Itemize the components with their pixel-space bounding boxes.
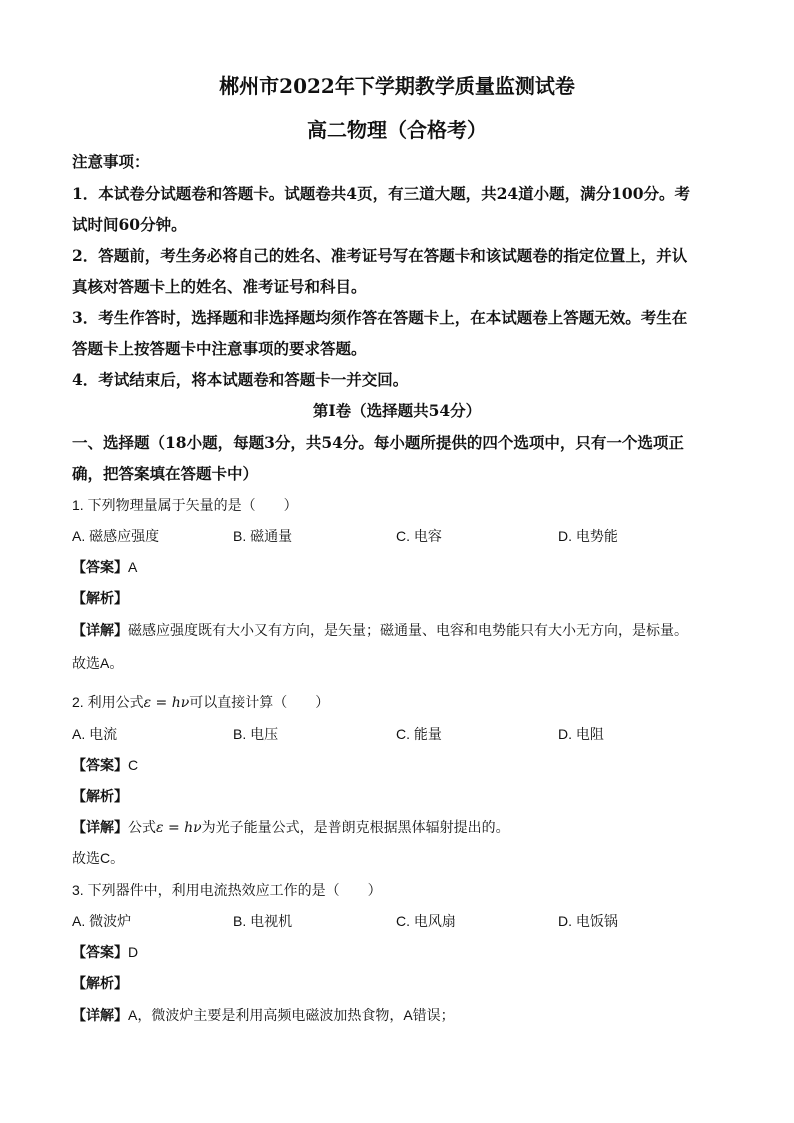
detail-tag: 【详解】: [72, 1007, 128, 1023]
section-intro-line: 一、选择题（18小题，每题3分，共54分。每小题所提供的四个选项中，只有一个选项正: [72, 433, 684, 452]
exam-subtitle: 高二物理（合格考）: [307, 118, 487, 142]
question-1-detail: [72, 620, 688, 640]
stem-after: 可以直接计算（ ）: [189, 694, 330, 710]
question-1-stem: 1. 下列物理量属于矢量的是（ ）: [72, 497, 298, 513]
answer-value: A: [128, 559, 138, 575]
question-3-option-b: B. 电视机: [233, 913, 293, 929]
detail-tag: 【详解】: [72, 819, 128, 835]
question-2-detail: [72, 817, 510, 837]
notice-line: 真核对答题卡上的姓名、准考证号和科目。: [72, 277, 367, 296]
question-1-answer: [72, 557, 137, 577]
question-2-option-a: A. 电流: [72, 726, 118, 742]
notice-heading: 注意事项：: [72, 152, 150, 171]
notice-line: 3．考生作答时，选择题和非选择题均须作答在答题卡上，在本试题卷上答题无效。考生在: [72, 308, 688, 327]
question-3-stem: 3. 下列器件中，利用电流热效应工作的是（ ）: [72, 882, 382, 898]
detail-tag: 【详解】: [72, 622, 128, 638]
section-heading: 第Ⅰ卷（选择题共54分）: [312, 401, 482, 420]
question-3-answer: [72, 942, 138, 962]
stem-before: 2. 利用公式: [72, 694, 144, 710]
question-2-stem: [72, 692, 329, 712]
question-3-option-d: D. 电饭锅: [558, 913, 618, 929]
detail-text: A，微波炉主要是利用高频电磁波加热食物，A错误；: [128, 1007, 455, 1023]
question-1-option-a: A. 磁感应强度: [72, 528, 160, 544]
question-3-analysis: [72, 973, 128, 993]
formula-photon-energy: ε = hν: [156, 820, 202, 836]
question-3-detail: [72, 1005, 455, 1025]
question-2-conclusion: 故选C。: [72, 850, 125, 866]
notice-line: 试时间60分钟。: [72, 215, 187, 234]
question-2-option-b: B. 电压: [233, 726, 279, 742]
answer-tag: 【答案】: [72, 944, 128, 960]
question-2-option-c: C. 能量: [396, 726, 442, 742]
question-1-option-c: C. 电容: [396, 528, 442, 544]
notice-line: 1．本试卷分试题卷和答题卡。试题卷共4页，有三道大题，共24道小题，满分100分。考: [72, 184, 690, 203]
question-2-option-d: D. 电阻: [558, 726, 604, 742]
question-1-analysis: [72, 588, 128, 608]
question-1-option-d: D. 电势能: [558, 528, 618, 544]
detail-after: 为光子能量公式，是普朗克根据黑体辐射提出的。: [201, 819, 510, 835]
notice-line: 4．考试结束后，将本试题卷和答题卡一并交回。: [72, 370, 409, 389]
analysis-tag: 【解析】: [72, 590, 128, 606]
question-3-option-c: C. 电风扇: [396, 913, 456, 929]
answer-tag: 【答案】: [72, 757, 128, 773]
analysis-tag: 【解析】: [72, 788, 128, 804]
section-intro-line: 确，把答案填在答题卡中）: [72, 464, 259, 483]
question-1-option-b: B. 磁通量: [233, 528, 293, 544]
formula-photon-energy: ε = hν: [143, 695, 190, 711]
notice-line: 2．答题前，考生务必将自己的姓名、准考证号写在答题卡和该试题卷的指定位置上，并认: [72, 246, 688, 265]
notice-line: 答题卡上按答题卡中注意事项的要求答题。: [72, 339, 367, 358]
answer-value: C: [128, 757, 139, 773]
analysis-tag: 【解析】: [72, 975, 128, 991]
question-1-conclusion: 故选A。: [72, 655, 124, 671]
question-2-analysis: [72, 786, 128, 806]
exam-title: 郴州市2022年下学期教学质量监测试卷: [219, 74, 575, 98]
answer-value: D: [128, 944, 139, 960]
question-3-option-a: A. 微波炉: [72, 913, 132, 929]
detail-text: 磁感应强度既有大小又有方向，是矢量；磁通量、电容和电势能只有大小无方向，是标量。: [128, 622, 688, 638]
answer-tag: 【答案】: [72, 559, 128, 575]
question-2-answer: [72, 755, 138, 775]
detail-before: 公式: [128, 819, 156, 835]
